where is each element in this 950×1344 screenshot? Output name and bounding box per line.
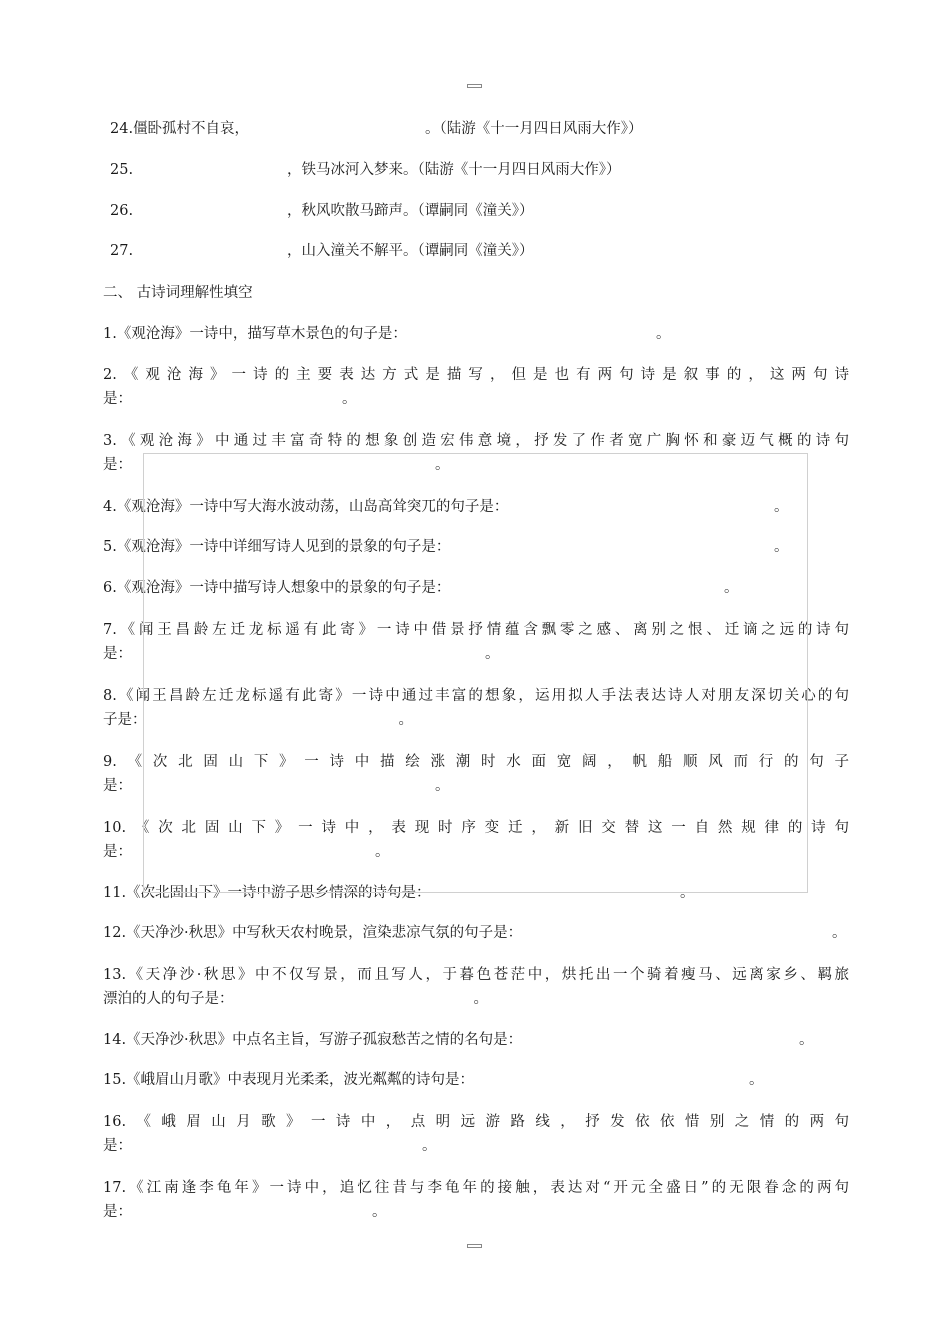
question-6: 6.《观沧海》一诗中描写诗人想象中的景象的句子是： (103, 580, 451, 596)
question-14-end: 。 (799, 1032, 814, 1048)
question-15: 15.《峨眉山月歌》中表现月光柔柔，波光粼粼的诗句是： (103, 1072, 475, 1088)
question-1: 1.《观沧海》一诗中，描写草木景色的句子是： (103, 326, 407, 342)
question-10-line1: 10.《次北固山下》一诗中，表现时序变迁，新旧交替这一自然规律的诗句 (103, 820, 849, 836)
question-7-line1: 7.《闻王昌龄左迁龙标遥有此寄》一诗中借景抒情蕴含飘零之感、离别之恨、迁谪之远的诗句 (103, 622, 849, 638)
question-2 (103, 363, 849, 411)
question-13-line2: 漂泊的人的句子是： 。 (103, 991, 488, 1007)
section-title: 二、 古诗词理解性填空 (103, 285, 253, 301)
question-10 (103, 816, 849, 864)
question-16 (103, 1110, 849, 1158)
question-12-end: 。 (832, 925, 847, 941)
footer-page-mark (467, 1244, 482, 1248)
recite-26-suffix: ，秋风吹散马蹄声。（谭嗣同《潼关》） (287, 203, 534, 219)
question-8 (103, 684, 849, 732)
question-3-line1: 3.《观沧海》中通过丰富奇特的想象创造宏伟意境，抒发了作者宽广胸怀和豪迈气概的诗句 (103, 433, 849, 449)
question-5-end: 。 (774, 539, 789, 555)
question-13-line1: 13.《天净沙·秋思》中不仅写景，而且写人，于暮色苍茫中，烘托出一个骑着瘦马、远离家乡、羁旅 (103, 967, 849, 983)
recite-27-suffix: ，山入潼关不解平。（谭嗣同《潼关》） (287, 243, 534, 259)
question-16-line1: 16.《峨眉山月歌》一诗中，点明远游路线，抒发依依惜别之情的两句 (103, 1114, 849, 1130)
question-11-end: 。 (680, 885, 695, 901)
question-7 (103, 618, 849, 666)
recite-24-suffix: 。（陆游《十一月四日风雨大作》） (425, 121, 643, 137)
question-4: 4.《观沧海》一诗中写大海水波动荡，山岛高耸突兀的句子是： (103, 499, 509, 515)
question-2-line2: 是： 。 (103, 391, 357, 407)
question-13 (103, 963, 849, 1011)
recite-25-suffix: ，铁马冰河入梦来。（陆游《十一月四日风雨大作》） (287, 162, 621, 178)
question-7-line2: 是： 。 (103, 646, 500, 662)
question-9-line1: 9.《次北固山下》一诗中描绘涨潮时水面宽阔，帆船顺风而行的句子 (103, 754, 849, 770)
question-3 (103, 429, 849, 477)
question-14: 14.《天净沙·秋思》中点名主旨，写游子孤寂愁苦之情的名句是： (103, 1032, 523, 1048)
question-6-end: 。 (724, 580, 739, 596)
question-17-line1: 17.《江南逢李龟年》一诗中，追忆往昔与李龟年的接触，表达对“开元全盛日”的无限眷念的两句 (103, 1180, 849, 1196)
question-9 (103, 750, 849, 798)
recite-25-number: 25. (110, 162, 134, 178)
question-9-line2: 是： 。 (103, 778, 450, 794)
question-4-end: 。 (774, 499, 789, 515)
question-12: 12.《天净沙·秋思》中写秋天农村晚景，渲染悲凉气氛的句子是： (103, 925, 523, 941)
recite-26-number: 26. (110, 203, 134, 219)
question-17 (103, 1176, 849, 1224)
question-17-line2: 是： 。 (103, 1204, 387, 1220)
question-16-line2: 是： 。 (103, 1138, 437, 1154)
question-5: 5.《观沧海》一诗中详细写诗人见到的景象的句子是： (103, 539, 451, 555)
question-3-line2: 是： 。 (103, 457, 450, 473)
question-11: 11.《次北固山下》一诗中游子思乡情深的诗句是： (103, 885, 431, 901)
recite-27-number: 27. (110, 243, 134, 259)
question-8-line1: 8.《闻王昌龄左迁龙标遥有此寄》一诗中通过丰富的想象，运用拟人手法表达诗人对朋友深切关心的句 (103, 688, 849, 704)
question-15-end: 。 (749, 1072, 764, 1088)
question-10-line2: 是： 。 (103, 844, 390, 860)
question-1-end: 。 (656, 326, 671, 342)
question-2-line1: 2.《观沧海》一诗的主要表达方式是描写，但是也有两句诗是叙事的，这两句诗 (103, 367, 849, 383)
recite-24-prefix: 24.僵卧孤村不自哀， (110, 121, 250, 137)
header-page-mark (467, 84, 482, 88)
question-8-line2: 子是： 。 (103, 712, 413, 728)
